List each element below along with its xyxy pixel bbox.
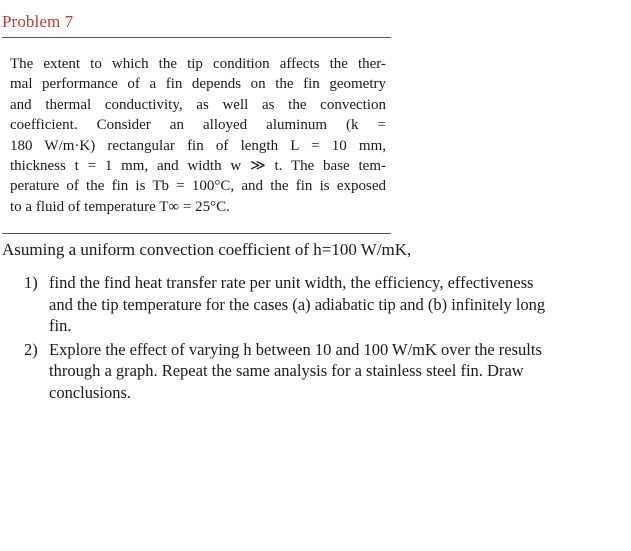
task-line: Explore the effect of varying h between 10 and 100 W/mK over the results: [49, 339, 542, 359]
assumption-text: Asuming a uniform convection coefficient of h=100 W/mK,: [2, 240, 412, 259]
task-line: find the find heat transfer rate per unit width, the efficiency, effectiveness: [49, 273, 534, 292]
statement-line: and thermal conductivity, as well as the convection: [10, 96, 386, 113]
task-line: fin.: [49, 316, 72, 335]
problem-statement: [10, 54, 386, 217]
problem-title: Problem 7: [2, 12, 74, 31]
task-number: 2): [24, 339, 38, 359]
statement-line: to a fluid of temperature T∞ = 25°C.: [10, 198, 230, 215]
task-list: [24, 272, 618, 405]
statement-line: perature of the fin is Tb = 100°C, and the fin is exposed: [10, 178, 386, 195]
task-line: and the tip temperature for the cases (a) adiabatic tip and (b) infinitely long: [49, 294, 546, 314]
task-line: conclusions.: [49, 382, 132, 402]
statement-line: thickness t = 1 mm, and width w ≫ t. The base tem-: [10, 158, 386, 175]
task-number: 1): [24, 273, 38, 292]
task-item: [24, 339, 618, 404]
task-line: through a graph. Repeat the same analysis for a stainless steel fin. Draw: [49, 361, 524, 380]
statement-line: mal performance of a fin depends on the fin geometry: [10, 76, 386, 93]
task-item: [24, 272, 618, 337]
statement-line: coefficient. Consider an alloyed aluminum (k =: [10, 117, 386, 134]
statement-line: 180 W/m·K) rectangular fin of length L = 10 mm,: [10, 137, 386, 154]
problem-statement-box: [2, 37, 391, 234]
statement-line: The extent to which the tip condition affects the ther-: [10, 56, 386, 72]
